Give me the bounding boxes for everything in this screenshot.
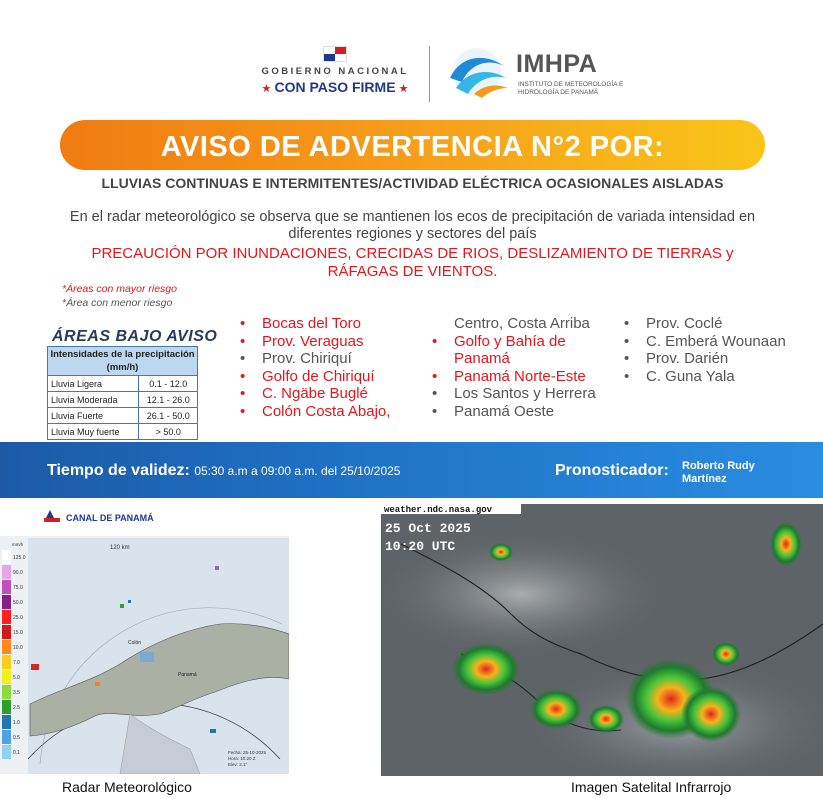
- radar-scale-label: 50.0: [13, 600, 23, 606]
- bullet-icon: •: [432, 332, 438, 350]
- radar-scale-swatch: [2, 640, 11, 654]
- gob-line1: GOBIERNO NACIONAL: [261, 66, 409, 77]
- imhpa-wave-icon: [444, 48, 514, 100]
- area-label: C. Ngäbe Buglé: [262, 385, 368, 403]
- area-item: [432, 385, 596, 403]
- radar-brand: CANAL DE PANAMÁ: [66, 513, 154, 523]
- area-item: [432, 315, 596, 333]
- area-label: C. Emberá Wounaan: [646, 332, 786, 350]
- area-item: [432, 333, 596, 351]
- bullet-icon: •: [624, 350, 630, 368]
- area-label: Los Santos y Herrera: [454, 385, 596, 403]
- radar-scale-label: 5.0: [13, 675, 20, 681]
- intensity-value: 26.1 - 50.0: [139, 408, 198, 424]
- validity-label: Tiempo de validez:: [47, 462, 190, 479]
- satellite-time: 10:20 UTC: [385, 539, 456, 554]
- area-label: Prov. Chiriquí: [262, 350, 352, 368]
- area-item: [240, 368, 390, 386]
- radar-scale-swatch: [2, 580, 11, 594]
- table-row: [48, 392, 198, 408]
- forecaster-name: Roberto Rudy Martínez: [682, 460, 755, 485]
- bullet-icon: •: [624, 367, 630, 385]
- radar-stamp-date: Fecha: 25-10-2025: [228, 750, 267, 755]
- radar-color-scale: [2, 550, 26, 759]
- radar-caption: Radar Meteorológico: [62, 779, 192, 795]
- radar-scale-swatch: [2, 715, 11, 729]
- intensity-table: [47, 346, 198, 440]
- areas-title: ÁREAS BAJO AVISO: [52, 328, 218, 345]
- radar-scale-swatch: [2, 685, 11, 699]
- radar-scale-swatch: [2, 700, 11, 714]
- warning-subtitle: LLUVIAS CONTINUAS E INTERMITENTES/ACTIVIDAD ELÉCTRICA OCASIONALES AISLADAS: [101, 175, 724, 191]
- bullet-icon: •: [240, 367, 246, 385]
- risk-low-legend: *Área con menor riesgo: [62, 297, 173, 309]
- radar-scale-label: 7.0: [13, 660, 20, 666]
- radar-stamp-time: Hora: 10:20 Z: [228, 756, 256, 761]
- area-item: [240, 315, 390, 333]
- bullet-icon: •: [432, 402, 438, 420]
- radar-scale-swatch: [2, 625, 11, 639]
- radar-range-label: 120 km: [110, 545, 130, 551]
- gob-line2: ★ CON PASO FIRME ★: [261, 79, 409, 95]
- satellite-date: 25 Oct 2025: [385, 521, 471, 536]
- radar-scale-swatch: [2, 565, 11, 579]
- table-row: [48, 376, 198, 392]
- radar-scale-unit: mm/h: [12, 542, 24, 547]
- intensity-value: > 50.0: [139, 424, 198, 440]
- radar-map: [0, 504, 289, 774]
- area-item: [624, 315, 786, 333]
- bullet-icon: •: [240, 402, 246, 420]
- area-item: [240, 403, 390, 421]
- satellite-map: [381, 504, 823, 776]
- area-item: [432, 403, 596, 421]
- area-item: [240, 385, 390, 403]
- radar-scale-swatch: [2, 745, 11, 759]
- validity-value: 05:30 a.m a 09:00 a.m. del 25/10/2025: [194, 464, 401, 478]
- risk-high-legend: *Áreas con mayor riesgo: [62, 283, 177, 295]
- area-label: Panamá: [454, 350, 510, 368]
- areas-column-2: [432, 315, 596, 421]
- imhpa-logo: [444, 48, 634, 100]
- table-row: [48, 408, 198, 424]
- bullet-icon: •: [624, 315, 630, 332]
- area-label: Prov. Darién: [646, 350, 729, 368]
- satellite-source: weather.ndc.nasa.gov: [384, 505, 493, 515]
- radar-scale-swatch: [2, 655, 11, 669]
- area-item: [624, 350, 786, 368]
- area-label: Colón Costa Abajo,: [262, 402, 391, 420]
- intensity-value: 12.1 - 26.0: [139, 392, 198, 408]
- intensity-label: Lluvia Moderada: [48, 392, 139, 408]
- bullet-icon: •: [624, 332, 630, 350]
- bullet-icon: •: [240, 332, 246, 350]
- radar-scale-swatch: [2, 670, 11, 684]
- radar-scale-swatch: [2, 610, 11, 624]
- radar-city-colon: Colón: [128, 640, 142, 646]
- satellite-caption: Imagen Satelital Infrarrojo: [571, 779, 732, 795]
- logo-divider: [429, 46, 430, 102]
- intensity-value: 0.1 - 12.0: [139, 376, 198, 392]
- bullet-icon: •: [240, 350, 246, 368]
- area-label: Golfo y Bahía de: [454, 332, 566, 350]
- bullet-icon: •: [432, 367, 438, 385]
- area-label: Centro, Costa Arriba: [454, 315, 590, 332]
- imhpa-subtitle: INSTITUTO DE METEOROLOGÍA E HIDROLOGÍA DE PANAMÁ: [518, 81, 624, 96]
- area-item: [624, 333, 786, 351]
- intensity-label: Lluvia Muy fuerte: [48, 424, 139, 440]
- area-item: [432, 368, 596, 386]
- validity: [47, 462, 400, 480]
- radar-scale-label: 1.0: [13, 720, 20, 726]
- radar-scale-label: 15.0: [13, 630, 23, 636]
- intensity-label: Lluvia Fuerte: [48, 408, 139, 424]
- radar-scale-label: 3.5: [13, 690, 20, 696]
- area-item: [240, 333, 390, 351]
- radar-scale-swatch: [2, 595, 11, 609]
- area-item: [432, 350, 596, 368]
- radar-scale-label: 10.0: [13, 645, 23, 651]
- bullet-icon: •: [240, 385, 246, 403]
- imhpa-name: IMHPA: [516, 50, 598, 78]
- radar-scale-label: 0.5: [13, 735, 20, 741]
- areas-column-3: [624, 315, 786, 385]
- radar-scale-label: 0.1: [13, 750, 20, 756]
- radar-stamp-elev: Elev: 2.1°: [228, 762, 248, 767]
- radar-scale-swatch: [2, 550, 11, 564]
- radar-scale-label: 2.5: [13, 705, 20, 711]
- areas-column-1: [240, 315, 390, 421]
- intensity-label: Lluvia Ligera: [48, 376, 139, 392]
- warning-banner: AVISO DE ADVERTENCIA N°2 POR:: [60, 120, 765, 170]
- table-row: [48, 424, 198, 440]
- caution-text: PRECAUCIÓN POR INUNDACIONES, CRECIDAS DE RIOS, DESLIZAMIENTO DE TIERRAS y RÁFAGAS DE VIENTOS.: [91, 245, 734, 280]
- radar-image: [0, 504, 289, 774]
- radar-scale-label: 25.0: [13, 615, 23, 621]
- satellite-image: [381, 504, 823, 776]
- bullet-icon: •: [432, 385, 438, 403]
- area-label: Golfo de Chiriquí: [262, 367, 375, 385]
- gobierno-nacional-logo: [250, 46, 420, 95]
- area-label: Prov. Coclé: [646, 315, 723, 332]
- radar-scale-label: 75.0: [13, 585, 23, 591]
- area-label: C. Guna Yala: [646, 367, 735, 385]
- forecaster-label: Pronosticador:: [555, 462, 669, 479]
- radar-scale-swatch: [2, 730, 11, 744]
- bullet-icon: •: [240, 315, 246, 332]
- warning-description: En el radar meteorológico se observa que se mantienen los ecos de precipitación de variada intensidad en diferentes regiones y sectores del país: [69, 209, 756, 242]
- panama-flag-icon: [323, 46, 347, 62]
- area-item: [240, 350, 390, 368]
- radar-scale-label: 90.0: [13, 570, 23, 576]
- area-label: Panamá Oeste: [454, 402, 555, 420]
- area-item: [624, 368, 786, 386]
- radar-city-panama: Panamá: [178, 672, 197, 678]
- area-label: Bocas del Toro: [262, 315, 361, 332]
- validity-band: [0, 442, 823, 498]
- area-label: Panamá Norte-Este: [454, 367, 586, 385]
- radar-scale-label: 125.0: [13, 555, 26, 561]
- intensity-table-header: Intensidades de la precipitación (mm/h): [48, 347, 198, 376]
- area-label: Prov. Veraguas: [262, 332, 364, 350]
